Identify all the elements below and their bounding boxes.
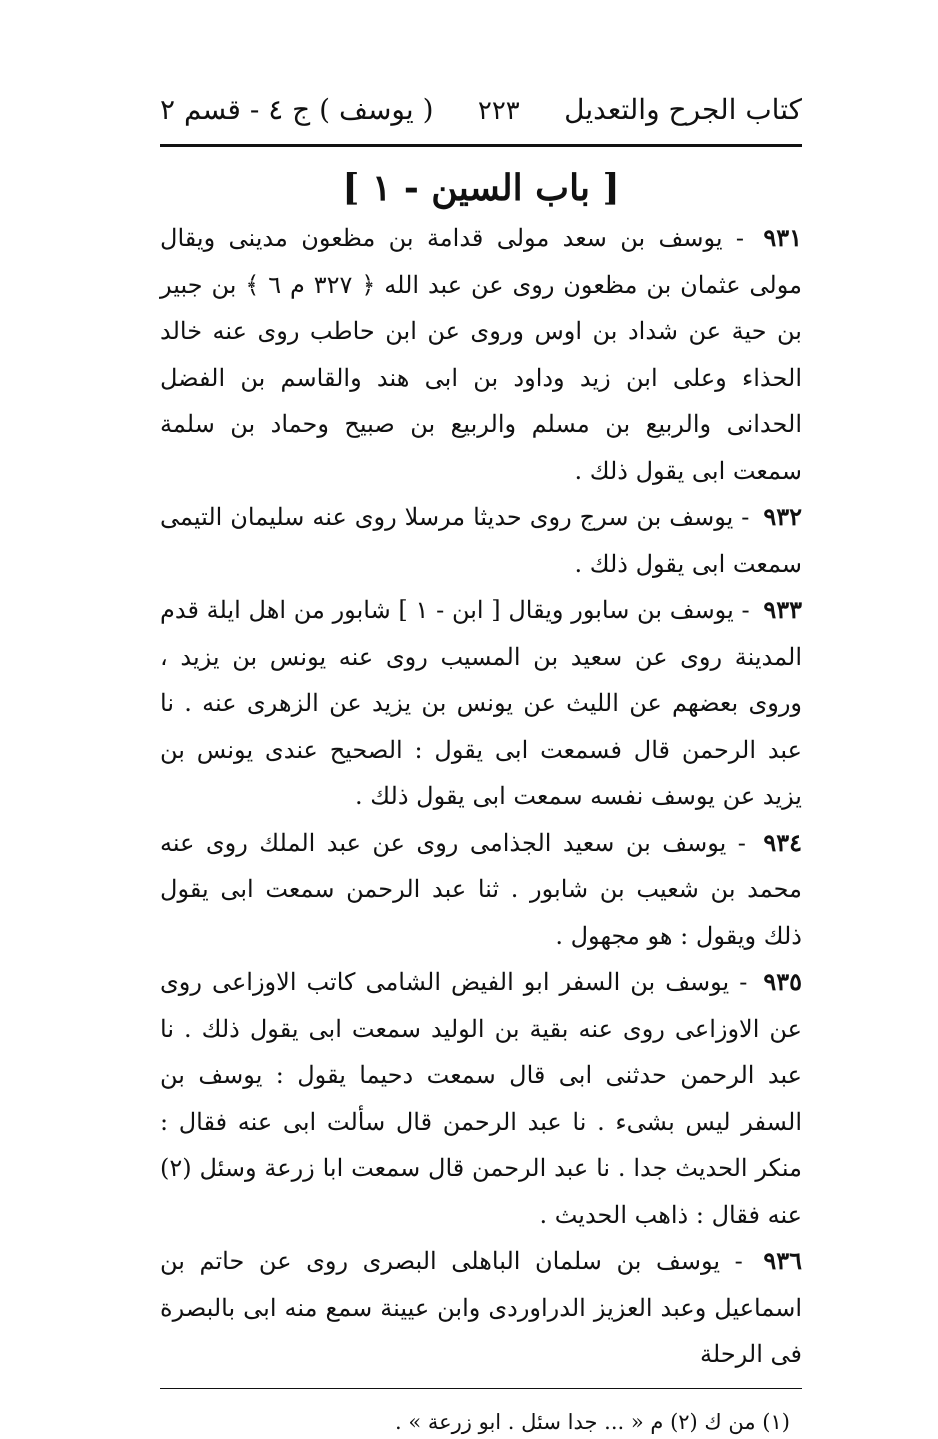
- entry-number: ٩٣٦: [763, 1246, 802, 1275]
- entry-text: - يوسف بن سعد مولى قدامة بن مظعون مدينى ويقال مولى عثمان بن مظعون روى عن عبد الله ﴿ ٣٢٧ م ٦ ﴾ بن جبير بن حية عن شداد بن اوس وروى عن ابن حاطب روى عنه خالد الحذاء وعلى ابن زيد وداود بن ابى هند والقاسم بن الفضل الحدانى والربيع بن مسلم والربيع بن صبيح وحماد بن سلمة سمعت ابى يقول ذلك .: [160, 224, 802, 485]
- running-header: [160, 78, 802, 142]
- entry-933: [160, 587, 802, 820]
- entry-list: [160, 215, 802, 1378]
- footnote: (١) من ك (٢) م « ... جدا سئل . ابو زرعة » .: [394, 1409, 790, 1434]
- entry-text: - يوسف بن سابور ويقال [ ابن - ١ ] شابور من اهل ايلة قدم المدينة روى عن سعيد بن المسيب روى عنه يونس بن يزيد ، وروى بعضهم عن الليث عن يونس بن يزيد عن الزهرى عنه . نا عبد الرحمن قال فسمعت ابى يقول : الصحيح عندى يونس بن يزيد عن يوسف نفسه سمعت ابى يقول ذلك .: [160, 596, 802, 810]
- entry-text: - يوسف بن سرج روى حديثا مرسلا روى عنه سليمان التيمى سمعت ابى يقول ذلك .: [160, 503, 802, 578]
- entry-934: [160, 820, 802, 960]
- entry-text: - يوسف بن السفر ابو الفيض الشامى كاتب الاوزاعى روى عن الاوزاعى روى عنه بقية بن الوليد سمعت ابى يقول ذلك . نا عبد الرحمن حدثنى ابى قال سمعت دحيما يقول : يوسف بن السفر ليس بشىء . نا عبد الرحمن قال سألت ابى عنه فقال : منكر الحديث جدا . نا عبد الرحمن قال سمعت ابا زرعة وسئل (٢) عنه فقال : ذاهب الحديث .: [160, 968, 802, 1229]
- entry-935: [160, 959, 802, 1238]
- entry-931: [160, 215, 802, 494]
- running-head: ( يوسف ) ج ٤ - قسم ٢: [160, 93, 434, 126]
- footnote-rule: [160, 1388, 802, 1389]
- entry-936: [160, 1238, 802, 1378]
- header-rule: [160, 144, 802, 147]
- book-title: كتاب الجرح والتعديل: [564, 93, 802, 126]
- entry-text: - يوسف بن سعيد الجذامى روى عن عبد الملك روى عنه محمد بن شعيب بن شابور . ثنا عبد الرحمن سمعت ابى يقول ذلك ويقول : هو مجهول .: [160, 828, 802, 950]
- entry-number: ٩٣٤: [763, 827, 802, 857]
- entry-number: ٩٣٢: [763, 502, 802, 531]
- page-number: ٢٢٣: [477, 96, 520, 126]
- entry-number: ٩٣١: [763, 223, 802, 252]
- entry-number: ٩٣٥: [763, 967, 802, 996]
- entry-932: [160, 494, 802, 587]
- book-page: [160, 78, 802, 1439]
- entry-text: - يوسف بن سلمان الباهلى البصرى روى عن حاتم بن اسماعيل وعبد العزيز الدراوردى وابن عيينة سمع منه ابى بالبصرة فى الرحلة: [160, 1247, 802, 1368]
- entry-number: ٩٣٣: [763, 595, 802, 624]
- section-title: [ باب السين - ١ ]: [342, 167, 620, 209]
